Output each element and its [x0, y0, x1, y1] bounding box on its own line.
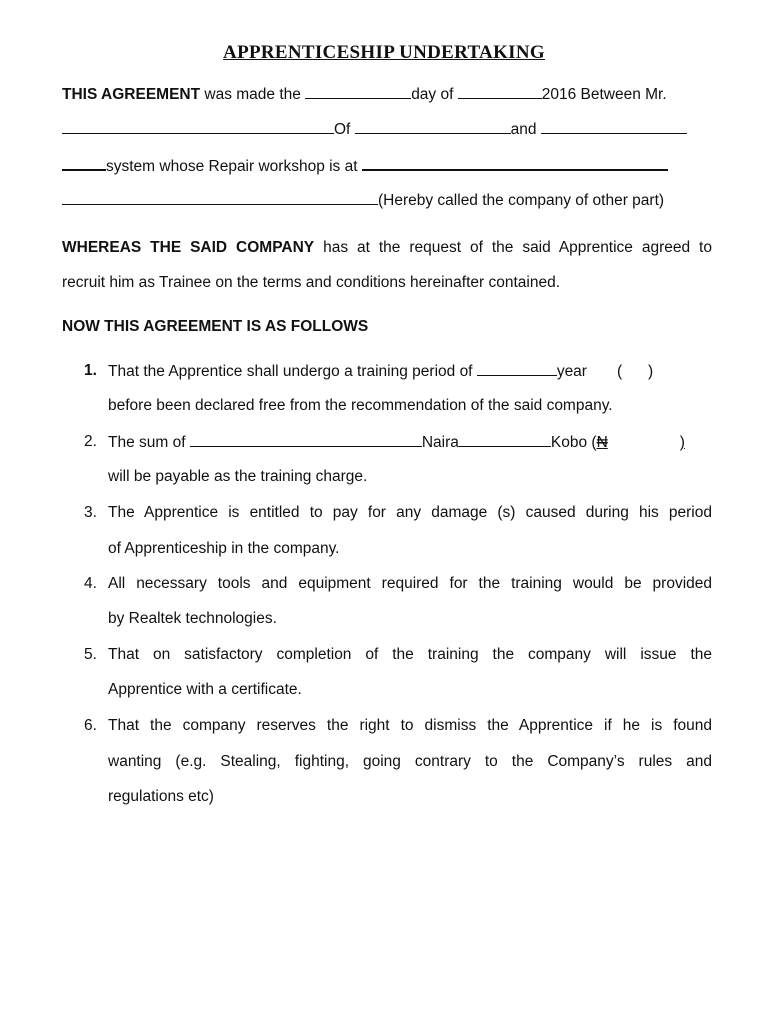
blank-address — [62, 190, 378, 205]
intro-of: Of — [334, 121, 355, 138]
blank-of — [355, 119, 511, 134]
document-title: APPRENTICESHIP UNDERTAKING — [223, 42, 545, 63]
intro-day-of: day of — [411, 86, 458, 103]
whereas-line-1 — [62, 238, 712, 258]
blank-name — [62, 119, 334, 134]
whereas-line-2: recruit him as Trainee on the terms and conditions hereinafter contained. — [62, 274, 560, 291]
intro-made-the: was made the — [200, 86, 306, 103]
item-3-line-2: of Apprenticeship in the company. — [108, 540, 340, 557]
intro-and: and — [510, 121, 541, 138]
blank-month — [458, 84, 542, 99]
intro-year-between: 2016 Between Mr. — [541, 86, 667, 103]
item-3-number: 3. — [84, 504, 97, 521]
item-1-year: year — [556, 363, 587, 380]
item-4-number: 4. — [84, 575, 97, 592]
item-5-line-2: Apprentice with a certificate. — [108, 681, 302, 698]
intro-lead: THIS AGREEMENT — [62, 86, 201, 103]
blank-and — [541, 119, 687, 134]
item-1-number: 1. — [84, 362, 97, 379]
item-2-line-2: will be payable as the training charge. — [108, 468, 368, 485]
blank-system — [62, 155, 106, 171]
whereas-lead: WHEREAS THE SAID COMPANY — [62, 239, 315, 256]
intro-hereby: (Hereby called the company of other part) — [378, 192, 665, 209]
naira-sign: ₦ — [596, 434, 608, 451]
blank-day — [305, 84, 411, 99]
item-3-line-1: The Apprentice is entitled to pay for any damage (s) caused during his period — [108, 504, 712, 521]
item-6-line-1: That the company reserves the right to dismiss the Apprentice if he is found — [108, 717, 712, 734]
item-6-number: 6. — [84, 717, 97, 734]
item-2-kobo: Kobo ( — [550, 434, 597, 451]
item-4-line-2: by Realtek technologies. — [108, 610, 277, 627]
intro-line-2 — [62, 119, 712, 140]
blank-period — [477, 361, 557, 376]
item-1-text: That the Apprentice shall undergo a training period of — [108, 363, 477, 380]
item-4-line-1: All necessary tools and equipment required for the training would be provided — [108, 575, 712, 592]
intro-line-3 — [62, 155, 712, 177]
intro-line-4 — [62, 190, 712, 211]
item-1-paren: ( ) — [616, 363, 654, 380]
intro-system: system whose Repair workshop is at — [106, 158, 362, 175]
blank-sum — [190, 432, 422, 447]
item-1-line-2: before been declared free from the recommendation of the said company. — [108, 397, 613, 414]
item-5-number: 5. — [84, 646, 97, 663]
intro-line-1 — [62, 84, 712, 105]
item-2-number: 2. — [84, 433, 97, 450]
item-6-line-3: regulations etc) — [108, 788, 214, 805]
item-2-close: ) — [679, 434, 685, 451]
whereas-text-1: has at the request of the said Apprentice agreed to — [314, 239, 712, 256]
item-2-line-1 — [108, 432, 712, 453]
item-2-text: The sum of — [108, 434, 190, 451]
item-1-line-1 — [108, 361, 712, 382]
blank-workshop — [362, 155, 668, 171]
now-heading: NOW THIS AGREEMENT IS AS FOLLOWS — [62, 318, 369, 335]
item-2-naira: Naira — [421, 434, 459, 451]
item-6-line-2: wanting (e.g. Stealing, fighting, going contrary to the Company’s rules and — [108, 753, 712, 770]
blank-kobo — [459, 432, 551, 447]
item-5-line-1: That on satisfactory completion of the training the company will issue the — [108, 646, 712, 663]
